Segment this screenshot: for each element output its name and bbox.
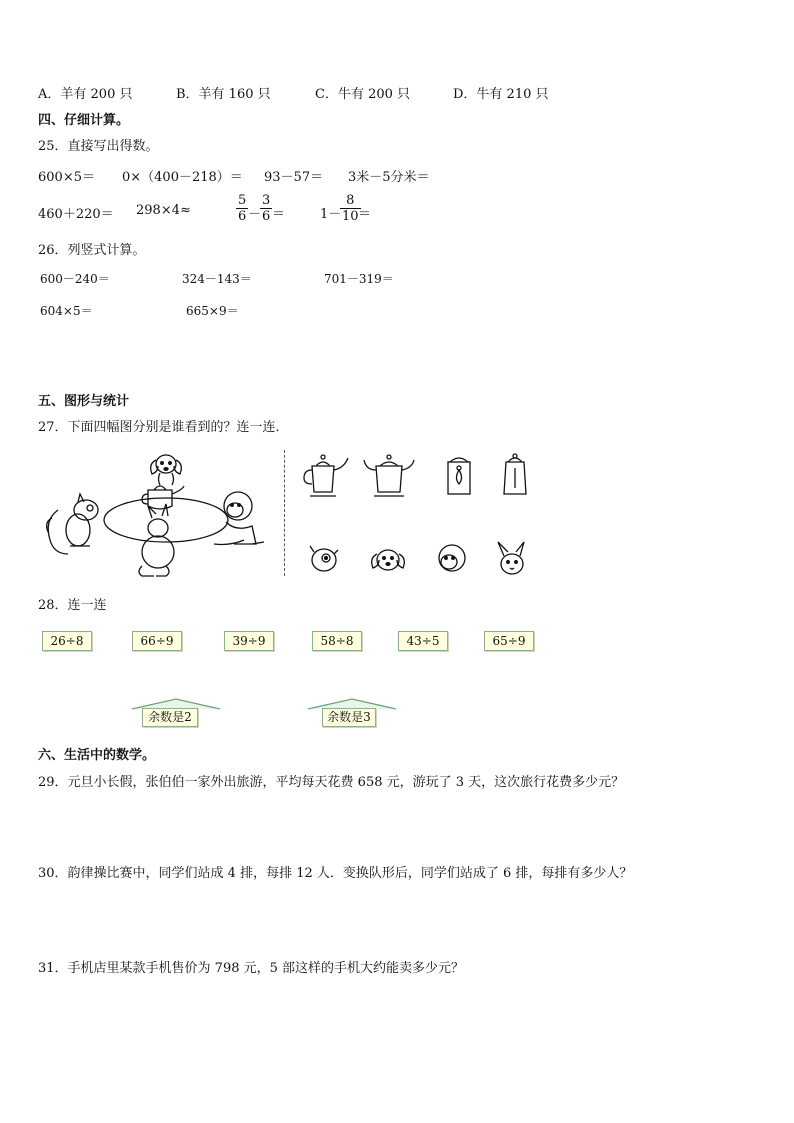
teapot-spout-view-icon xyxy=(504,454,526,494)
expression-lead: 1－ xyxy=(320,207,342,222)
q25-title: 25．直接写出得数。 xyxy=(38,139,159,154)
choice-c[interactable]: C．牛有 200 只 xyxy=(315,87,411,102)
q25-item: 460＋220＝ xyxy=(38,207,114,222)
equals-sign: ＝ xyxy=(272,207,286,222)
q26-item: 324－143＝ xyxy=(182,272,252,286)
q25-item: 600×5＝ xyxy=(38,170,95,185)
q26-item: 600－240＝ xyxy=(40,272,110,286)
equals-sign: ＝ xyxy=(358,207,372,222)
fraction-denominator: 10 xyxy=(342,209,359,224)
q25-item: 93－57＝ xyxy=(264,170,324,185)
teapot-handle-view-icon xyxy=(448,458,470,494)
q26-item: 665×9＝ xyxy=(186,304,239,318)
fraction-denominator: 6 xyxy=(262,209,271,224)
remainder-target[interactable]: 余数是2 xyxy=(142,708,198,727)
choice-d[interactable]: D．牛有 210 只 xyxy=(453,87,549,102)
dog-icon xyxy=(151,455,182,485)
q29-text: 29．元旦小长假，张伯伯一家外出旅游，平均每天花费 658 元，游玩了 3 天，这次旅行花费多少元？ xyxy=(38,775,625,790)
q26-title: 26．列竖式计算。 xyxy=(38,243,146,258)
division-box[interactable]: 65÷9 xyxy=(484,631,534,651)
divider-line xyxy=(284,450,285,576)
q26-item: 604×5＝ xyxy=(40,304,93,318)
rabbit-icon xyxy=(139,504,174,576)
fraction-numerator: 3 xyxy=(262,193,271,208)
division-box[interactable]: 66÷9 xyxy=(132,631,182,651)
q28-title: 28．连一连 xyxy=(38,598,107,613)
teapot-side-view-icon xyxy=(304,455,348,496)
q27-title: 27．下面四幅图分别是谁看到的？连一连． xyxy=(38,420,289,435)
q31-text: 31．手机店里某款手机售价为 798 元，5 部这样的手机大约能卖多少元？ xyxy=(38,961,465,976)
animal-heads xyxy=(302,540,538,578)
table-scene-illustration xyxy=(38,448,270,580)
rabbit-head-icon xyxy=(498,542,524,574)
squirrel-icon xyxy=(47,494,98,554)
fraction-denominator: 6 xyxy=(238,209,247,224)
q25-item: 3米－5分米＝ xyxy=(348,170,430,185)
choice-a[interactable]: A．羊有 200 只 xyxy=(38,87,133,102)
fraction xyxy=(236,193,248,224)
section-6-title: 六、生活中的数学。 xyxy=(38,748,156,763)
q25-item: 298×4≈ xyxy=(136,203,191,218)
fraction xyxy=(260,193,272,224)
teapot-views xyxy=(298,452,538,500)
section-5-title: 五、图形与统计 xyxy=(38,394,130,409)
squirrel-head-icon xyxy=(310,546,338,571)
minus-sign: － xyxy=(248,207,262,222)
monkey-head-icon xyxy=(439,545,465,571)
section-4-title: 四、仔细计算。 xyxy=(38,113,130,128)
teapot-front-view-icon xyxy=(364,455,414,496)
division-box[interactable]: 43÷5 xyxy=(398,631,448,651)
q26-item: 701－319＝ xyxy=(324,272,394,286)
q25-item: 0×（400－218）＝ xyxy=(122,170,243,185)
fraction-numerator: 5 xyxy=(238,193,247,208)
division-box[interactable]: 26÷8 xyxy=(42,631,92,651)
fraction-numerator: 8 xyxy=(346,193,355,208)
monkey-icon xyxy=(214,492,264,545)
choice-b[interactable]: B．羊有 160 只 xyxy=(176,87,271,102)
dog-head-icon xyxy=(372,550,405,570)
division-box[interactable]: 58÷8 xyxy=(312,631,362,651)
remainder-target[interactable]: 余数是3 xyxy=(322,708,376,727)
division-box[interactable]: 39÷9 xyxy=(224,631,274,651)
q30-text: 30．韵律操比赛中，同学们站成 4 排，每排 12 人．变换队形后，同学们站成了 6 排，每排有多少人？ xyxy=(38,866,633,881)
